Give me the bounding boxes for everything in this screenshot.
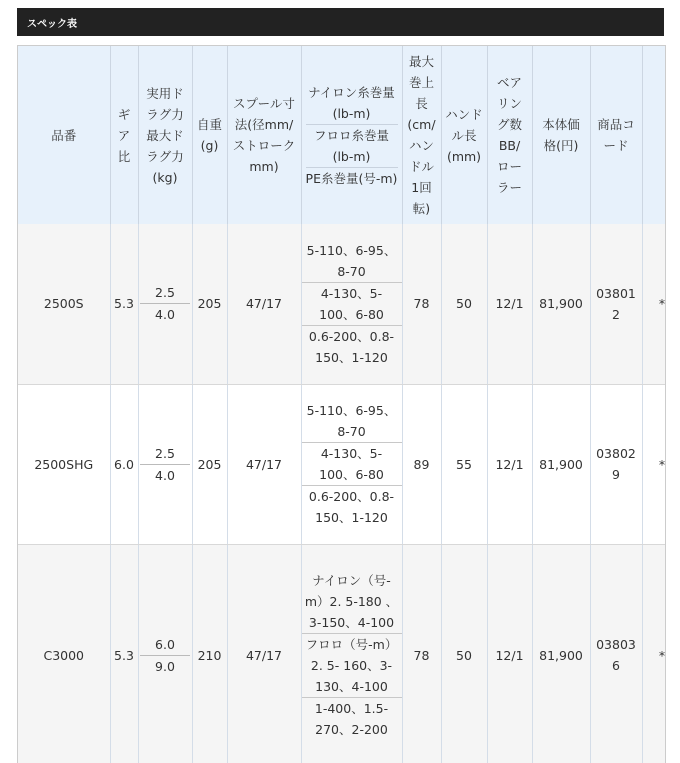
cell-mark: * (642, 224, 666, 384)
header-line-capacity (301, 46, 402, 224)
cell-drag: 6.0 9.0 (138, 544, 192, 763)
cell-line-capacity: 5-110、6-95、8-70 4-130、5-100、6-80 0.6-200、0.8-150、1-120 (301, 384, 402, 544)
cell-handle: 50 (441, 544, 487, 763)
cell-weight: 205 (192, 384, 227, 544)
cell-bearing: 12/1 (487, 544, 532, 763)
cell-gear: 6.0 (110, 384, 138, 544)
spec-table-title: スペック表 (27, 19, 77, 30)
cell-code: 038036 (590, 544, 642, 763)
cell-handle: 50 (441, 224, 487, 384)
cell-mark: * (642, 384, 666, 544)
header-line-fluoro: フロロ糸巻量(lb-m) (306, 125, 398, 168)
cell-price: 81,900 (532, 384, 590, 544)
cell-code: 038012 (590, 224, 642, 384)
cell-line-capacity: 5-110、6-95、8-70 4-130、5-100、6-80 0.6-200、0.8-150、1-120 (301, 224, 402, 384)
cell-handle: 55 (441, 384, 487, 544)
cell-gear: 5.3 (110, 544, 138, 763)
cell-bearing: 12/1 (487, 224, 532, 384)
header-line-pe: PE糸巻量(号-m) (305, 170, 398, 186)
header-bearing: ベアリング数BB/ローラー (487, 46, 532, 224)
table-row (18, 544, 666, 763)
header-mark (642, 46, 666, 224)
header-line-nylon: ナイロン糸巻量(lb-m) (306, 82, 398, 125)
cell-weight: 205 (192, 224, 227, 384)
header-handle: ハンドル長(mm) (441, 46, 487, 224)
spec-table-container (17, 45, 666, 763)
table-row (18, 224, 666, 384)
header-drag: 実用ドラグ力最大ドラグ力(kg) (138, 46, 192, 224)
spec-table-title-bar (17, 8, 664, 36)
header-gear-ratio: ギア比 (110, 46, 138, 224)
cell-hinban: 2500SHG (18, 384, 110, 544)
cell-retrieve: 78 (402, 544, 441, 763)
header-price: 本体価格(円) (532, 46, 590, 224)
cell-hinban: C3000 (18, 544, 110, 763)
cell-spool: 47/17 (227, 224, 301, 384)
cell-mark: * (642, 544, 666, 763)
cell-retrieve: 89 (402, 384, 441, 544)
spec-table (18, 46, 666, 763)
header-row (18, 46, 666, 224)
cell-bearing: 12/1 (487, 384, 532, 544)
cell-code: 038029 (590, 384, 642, 544)
cell-drag: 2.5 4.0 (138, 224, 192, 384)
header-hinban: 品番 (18, 46, 110, 224)
cell-spool: 47/17 (227, 384, 301, 544)
header-retrieve: 最大巻上長(cm/ハンドル1回転) (402, 46, 441, 224)
cell-drag: 2.5 4.0 (138, 384, 192, 544)
header-code: 商品コード (590, 46, 642, 224)
header-spool: スプール寸法(径mm/ストロークmm) (227, 46, 301, 224)
cell-weight: 210 (192, 544, 227, 763)
cell-hinban: 2500S (18, 224, 110, 384)
cell-retrieve: 78 (402, 224, 441, 384)
cell-line-capacity: ナイロン（号-m）2. 5-180 、3-150、4-100 フロロ（号-m）2. 5- 160、3-130、4-100 1-400、1.5-270、2-200 (301, 544, 402, 763)
cell-price: 81,900 (532, 544, 590, 763)
cell-spool: 47/17 (227, 544, 301, 763)
cell-gear: 5.3 (110, 224, 138, 384)
table-row (18, 384, 666, 544)
header-weight: 自重(g) (192, 46, 227, 224)
cell-price: 81,900 (532, 224, 590, 384)
